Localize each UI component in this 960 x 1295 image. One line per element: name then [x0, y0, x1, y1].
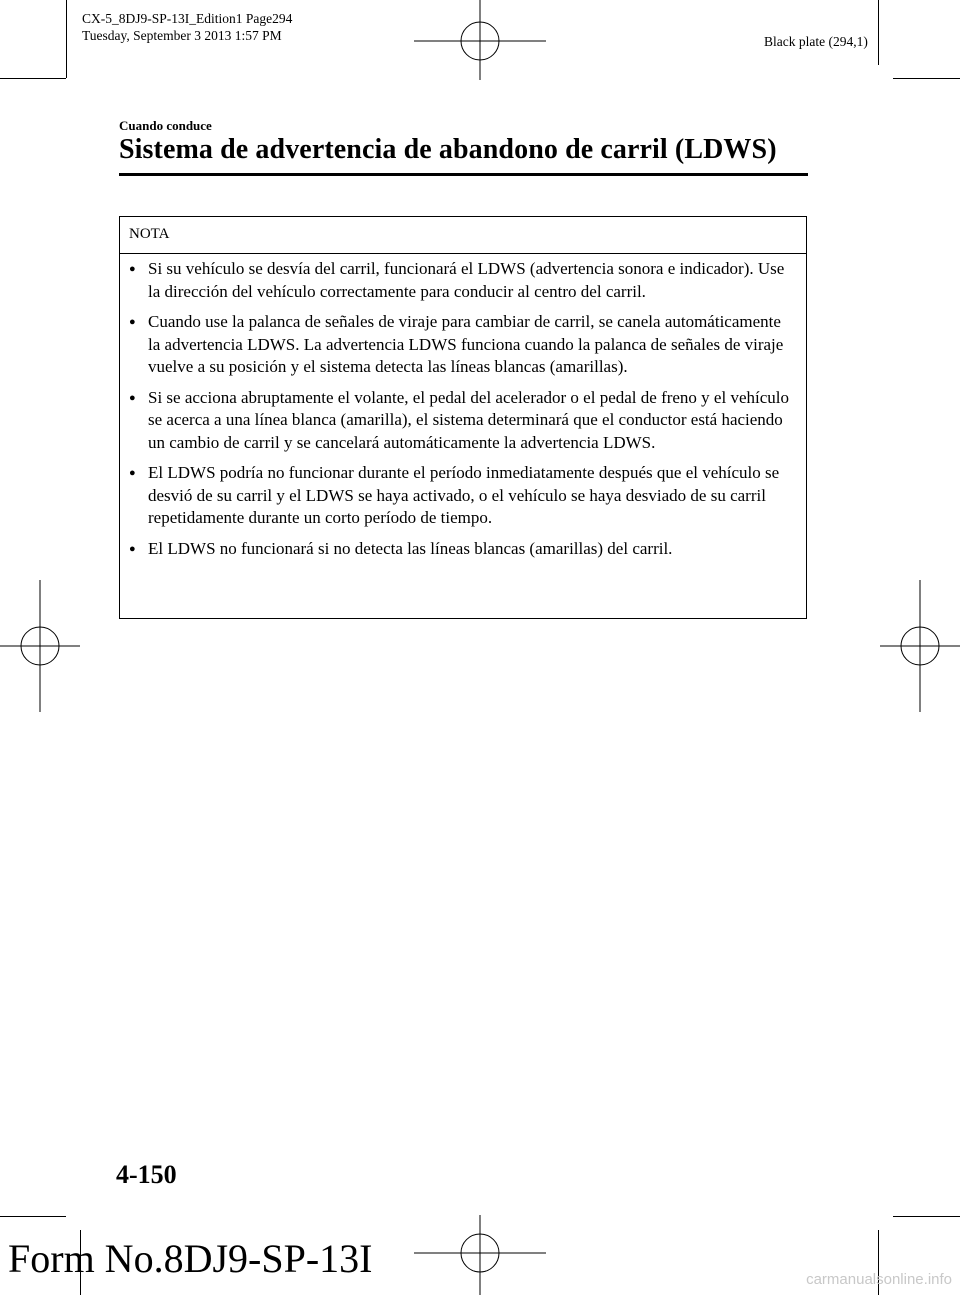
crop-mark [893, 78, 960, 79]
crop-mark [0, 1216, 66, 1217]
crop-mark [893, 1216, 960, 1217]
note-item-text: El LDWS no funcionará si no detecta las líneas blancas (amarillas) del carril. [148, 538, 673, 558]
crop-mark [66, 0, 67, 78]
bullet-icon: ● [129, 467, 136, 479]
note-box [119, 216, 807, 619]
crop-mark [0, 78, 66, 79]
note-item-text: Si se acciona abruptamente el volante, el pedal del acelerador o el pedal de freno y el vehículo se acerca a una línea blanca (amarilla), el sistema determinará que el conductor está haciendo un cambio de carril y se cancelará automáticamente la advertencia LDWS. [148, 387, 789, 452]
form-number: Form No.8DJ9-SP-13I [8, 1236, 373, 1281]
print-slug [82, 10, 292, 44]
bullet-icon: ● [129, 542, 136, 555]
note-item [120, 538, 796, 561]
page-title: Sistema de advertencia de abandono de carril (LDWS) [119, 134, 777, 165]
note-item-text: Cuando use la palanca de señales de viraje para cambiar de carril, se canela automáticamente la advertencia LDWS. La advertencia LDWS funciona cuando la palanca de señales de viraje vuelve a su posición y el sistema detecta las líneas blancas (amarillas). [148, 312, 784, 376]
registration-mark-icon [414, 1215, 546, 1295]
note-item [120, 462, 796, 530]
watermark-link[interactable]: carmanualsonline.info [806, 1271, 952, 1288]
slug-line-1: CX-5_8DJ9-SP-13I_Edition1 Page294 [82, 11, 293, 26]
page-number: 4-150 [116, 1160, 177, 1189]
bullet-icon: ● [129, 316, 136, 328]
registration-mark-icon [0, 580, 80, 712]
black-plate-label: Black plate (294,1) [764, 34, 868, 49]
slug-line-2: Tuesday, September 3 2013 1:57 PM [82, 28, 282, 43]
title-rule [119, 173, 808, 176]
registration-mark-icon [414, 0, 546, 80]
bullet-icon: ● [129, 263, 136, 275]
note-item-text: El LDWS podría no funcionar durante el período inmediatamente después que el vehículo se desvió de su carril y el LDWS se haya activado, o el vehículo se haya desviado de su carril repetidamente durante un corto período de tiempo. [148, 463, 780, 527]
note-item-text: Si su vehículo se desvía del carril, funcionará el LDWS (advertencia sonora e indicador). Use la dirección del vehículo correctamente para conducir al centro del carril. [148, 259, 785, 301]
note-item [120, 311, 796, 379]
registration-mark-icon [880, 580, 960, 712]
bullet-icon: ● [129, 391, 136, 404]
note-heading: NOTA [120, 217, 806, 254]
section-label: Cuando conduce [119, 118, 212, 133]
note-list [120, 254, 806, 560]
crop-mark [878, 0, 879, 65]
note-item [120, 258, 796, 303]
note-item [120, 387, 796, 455]
